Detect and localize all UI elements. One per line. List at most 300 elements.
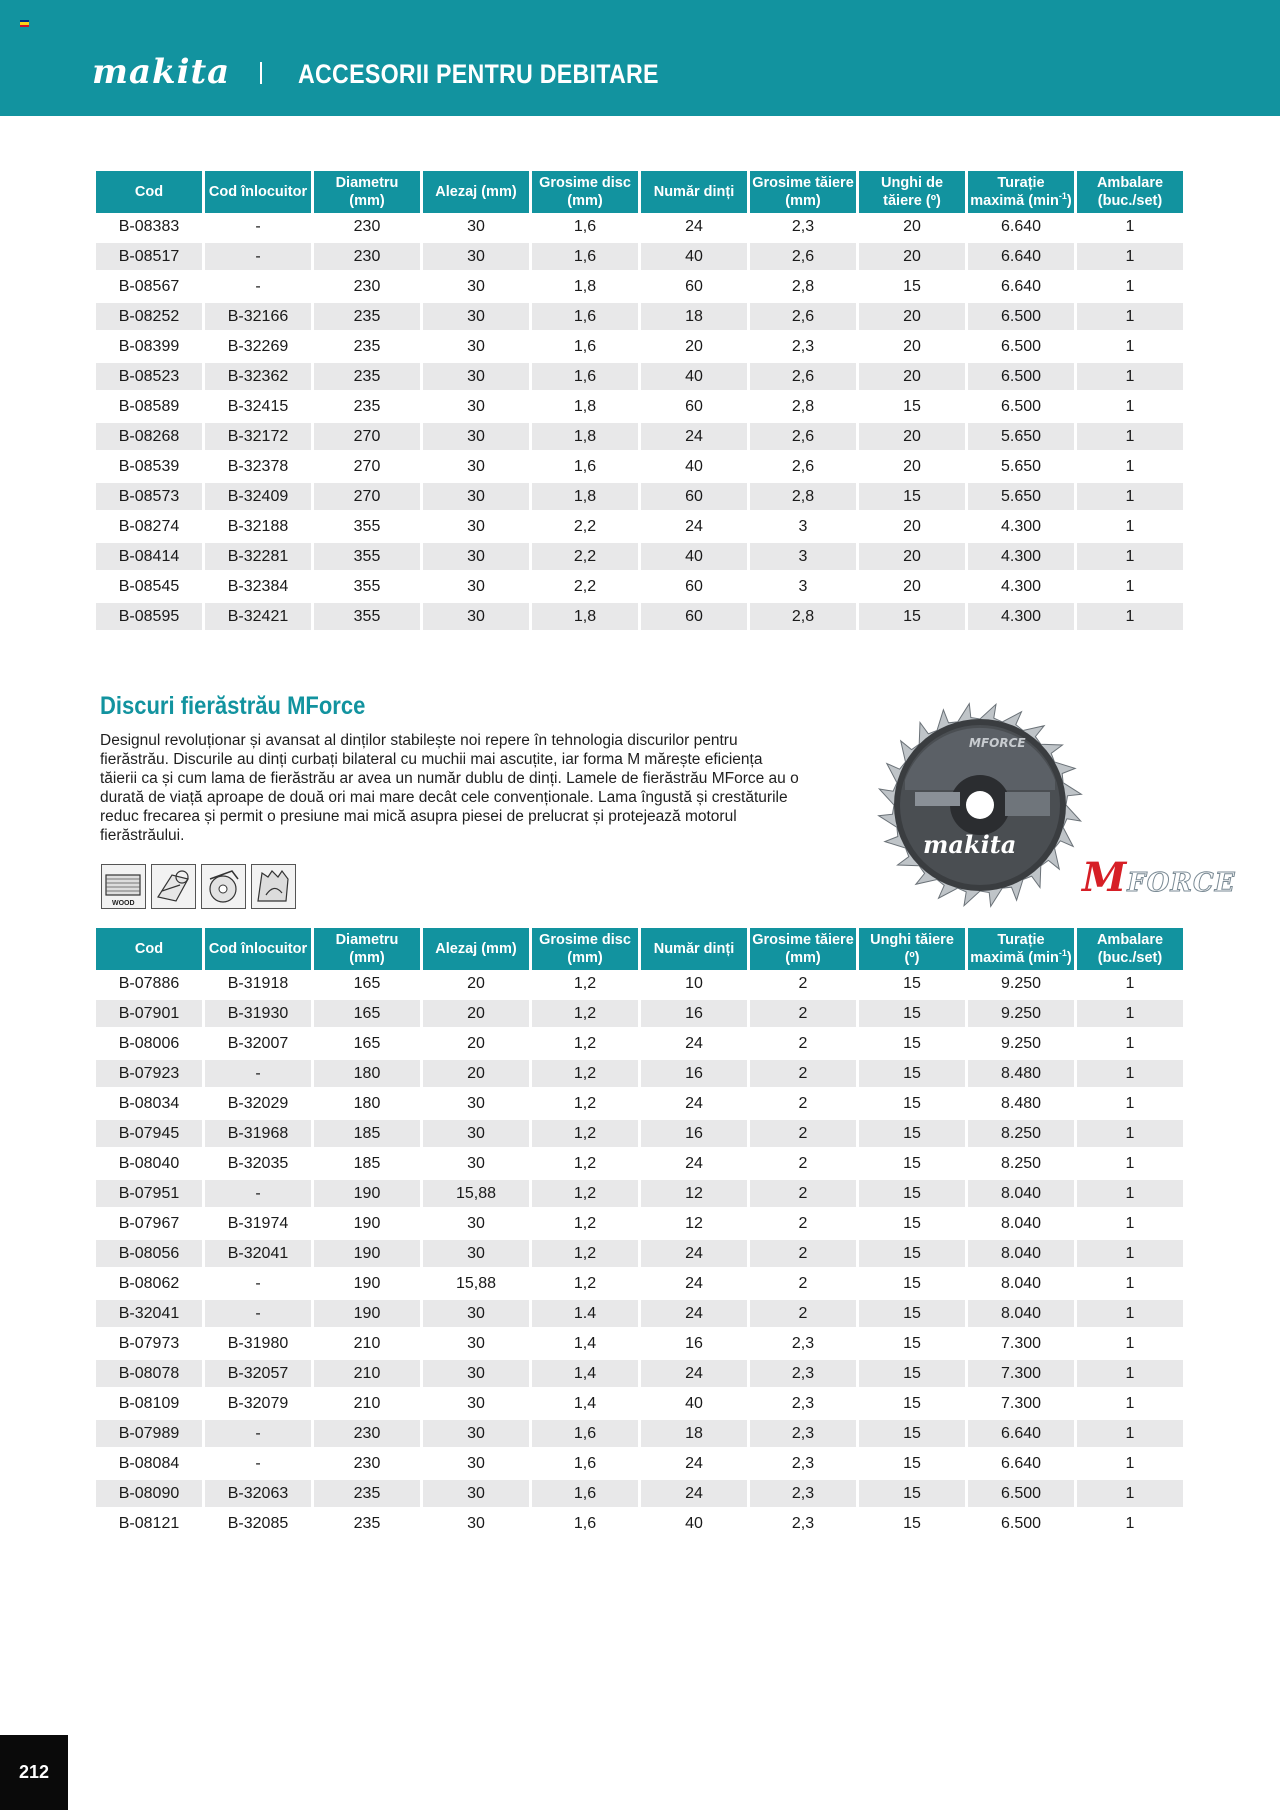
table-cell: 2,3 <box>750 213 856 243</box>
table-cell: 60 <box>641 273 747 303</box>
table-cell: 185 <box>314 1150 420 1180</box>
table-cell: 1,2 <box>532 1000 638 1030</box>
table-cell: 15 <box>859 1240 965 1270</box>
column-header: Cod înlocuitor <box>205 171 311 213</box>
table-cell: 15,88 <box>423 1180 529 1210</box>
table-cell: - <box>205 1270 311 1300</box>
table-cell: 1,2 <box>532 1270 638 1300</box>
table-cell: 1,8 <box>532 423 638 453</box>
table-cell: B-08517 <box>96 243 202 273</box>
spec-table-2 <box>93 928 1186 1540</box>
table-cell: - <box>205 1450 311 1480</box>
table-cell: 1 <box>1077 213 1183 243</box>
table-cell: 30 <box>423 393 529 423</box>
table-cell: 8.040 <box>968 1240 1074 1270</box>
table-row <box>96 543 1183 573</box>
table-cell: 16 <box>641 1120 747 1150</box>
table-cell: 2,3 <box>750 1450 856 1480</box>
table-cell: 235 <box>314 1480 420 1510</box>
table-cell: 1,6 <box>532 1480 638 1510</box>
table-cell: 2,3 <box>750 1360 856 1390</box>
table-cell: 180 <box>314 1090 420 1120</box>
table-cell: 1 <box>1077 1390 1183 1420</box>
table-cell: 270 <box>314 453 420 483</box>
table-cell: 15 <box>859 273 965 303</box>
table-cell: 1 <box>1077 363 1183 393</box>
blade-teeth-icon <box>251 864 296 909</box>
section-title: Discuri fierăstrău MForce <box>100 692 366 720</box>
table-cell: 1,2 <box>532 1240 638 1270</box>
table-cell: 1.4 <box>532 1300 638 1330</box>
table-row <box>96 1210 1183 1240</box>
column-header: Ambalare (buc./set) <box>1077 171 1183 213</box>
table-cell: 2,3 <box>750 1510 856 1540</box>
table-cell: B-07901 <box>96 1000 202 1030</box>
table-cell: - <box>205 1420 311 1450</box>
table-cell: 7.300 <box>968 1360 1074 1390</box>
table-cell: 15 <box>859 1120 965 1150</box>
table-cell: 2 <box>750 1300 856 1330</box>
table-cell: B-32029 <box>205 1090 311 1120</box>
table-cell: 2,8 <box>750 483 856 513</box>
table-cell: 190 <box>314 1180 420 1210</box>
table-cell: B-08414 <box>96 543 202 573</box>
column-header: Unghi de tăiere (º) <box>859 171 965 213</box>
table-cell: 15 <box>859 1450 965 1480</box>
table-cell: B-31974 <box>205 1210 311 1240</box>
table-cell: 30 <box>423 1120 529 1150</box>
icon-caption: WOOD <box>112 900 135 907</box>
table-cell: 30 <box>423 1450 529 1480</box>
table-header-row <box>96 171 1183 213</box>
table-cell: 1,2 <box>532 1030 638 1060</box>
table-row <box>96 1510 1183 1540</box>
table-cell: 15 <box>859 1360 965 1390</box>
table-cell: 2 <box>750 1000 856 1030</box>
table-cell: 30 <box>423 453 529 483</box>
table-cell: 15 <box>859 1030 965 1060</box>
table-cell: 235 <box>314 333 420 363</box>
table-cell: 1,8 <box>532 393 638 423</box>
table-cell: B-08523 <box>96 363 202 393</box>
table-cell: 6.500 <box>968 393 1074 423</box>
table-cell: 24 <box>641 1030 747 1060</box>
table-cell: B-31918 <box>205 970 311 1000</box>
table-cell: 6.640 <box>968 1450 1074 1480</box>
table-cell: 230 <box>314 1420 420 1450</box>
table-row <box>96 970 1183 1000</box>
table-cell: B-08084 <box>96 1450 202 1480</box>
table-cell: 2,8 <box>750 273 856 303</box>
table-cell: 9.250 <box>968 1030 1074 1060</box>
table-cell: 18 <box>641 303 747 333</box>
table-cell: 2,8 <box>750 603 856 633</box>
table-cell: 15 <box>859 970 965 1000</box>
table-cell: 190 <box>314 1270 420 1300</box>
table-cell: 230 <box>314 243 420 273</box>
table-cell: 20 <box>641 333 747 363</box>
table-cell: 40 <box>641 543 747 573</box>
table-cell: B-08539 <box>96 453 202 483</box>
table-cell: 2,6 <box>750 243 856 273</box>
table-cell: B-08062 <box>96 1270 202 1300</box>
table-cell: 1 <box>1077 1180 1183 1210</box>
column-header: Diametru (mm) <box>314 928 420 970</box>
table-cell: 15 <box>859 483 965 513</box>
table-cell: 30 <box>423 333 529 363</box>
table-row <box>96 1330 1183 1360</box>
table-cell: 2,3 <box>750 1480 856 1510</box>
table-cell: B-32041 <box>205 1240 311 1270</box>
table-row <box>96 243 1183 273</box>
table-cell: 1 <box>1077 573 1183 603</box>
table-cell: B-32281 <box>205 543 311 573</box>
table-cell: 210 <box>314 1390 420 1420</box>
table-cell: 20 <box>423 1000 529 1030</box>
table-row <box>96 1300 1183 1330</box>
table-cell: 15 <box>859 1180 965 1210</box>
table-row <box>96 483 1183 513</box>
table-cell: 1,6 <box>532 1420 638 1450</box>
table-cell: 20 <box>859 363 965 393</box>
table-cell: 2,3 <box>750 1390 856 1420</box>
table-cell: 18 <box>641 1420 747 1450</box>
table-cell: 2 <box>750 1030 856 1060</box>
table-cell: 6.640 <box>968 1420 1074 1450</box>
table-cell: 2,6 <box>750 453 856 483</box>
table-cell: B-08589 <box>96 393 202 423</box>
table-cell: 210 <box>314 1360 420 1390</box>
table-row <box>96 1390 1183 1420</box>
table-cell: - <box>205 1060 311 1090</box>
table-cell: 2,6 <box>750 303 856 333</box>
table-cell: 1 <box>1077 1150 1183 1180</box>
table-cell: 1 <box>1077 1300 1183 1330</box>
table-cell: 2,3 <box>750 333 856 363</box>
table-cell: 60 <box>641 483 747 513</box>
table-cell: - <box>205 243 311 273</box>
table-cell: B-07989 <box>96 1420 202 1450</box>
table-cell: 4.300 <box>968 573 1074 603</box>
table-row <box>96 1180 1183 1210</box>
table-cell: 15 <box>859 1510 965 1540</box>
table-cell: 1 <box>1077 273 1183 303</box>
table-cell: 30 <box>423 1240 529 1270</box>
table-cell: 4.300 <box>968 543 1074 573</box>
table-cell: 20 <box>859 243 965 273</box>
header-separator <box>260 62 262 84</box>
table-cell: 30 <box>423 1510 529 1540</box>
romania-flag-icon <box>20 20 29 27</box>
table-cell: B-08056 <box>96 1240 202 1270</box>
table-row <box>96 333 1183 363</box>
table-cell: 355 <box>314 513 420 543</box>
table-row <box>96 1030 1183 1060</box>
table-cell: 30 <box>423 1300 529 1330</box>
table-row <box>96 213 1183 243</box>
table-cell: 5.650 <box>968 483 1074 513</box>
table-cell: 30 <box>423 1480 529 1510</box>
table-cell: 180 <box>314 1060 420 1090</box>
table-cell: 8.040 <box>968 1270 1074 1300</box>
table-cell: 30 <box>423 213 529 243</box>
column-header: Număr dinți <box>641 171 747 213</box>
table-cell: 1,6 <box>532 333 638 363</box>
table-cell: B-32269 <box>205 333 311 363</box>
table-cell: - <box>205 1180 311 1210</box>
table-cell: 3 <box>750 513 856 543</box>
table-cell: B-32035 <box>205 1150 311 1180</box>
table-cell: B-32057 <box>205 1360 311 1390</box>
column-header: Alezaj (mm) <box>423 171 529 213</box>
table-cell: B-08573 <box>96 483 202 513</box>
table-cell: 1,2 <box>532 1180 638 1210</box>
table-cell: 15 <box>859 1090 965 1120</box>
table-cell: 30 <box>423 1420 529 1450</box>
table-cell: 15 <box>859 1000 965 1030</box>
table-cell: 1 <box>1077 303 1183 333</box>
table-cell: B-32063 <box>205 1480 311 1510</box>
table-cell: 6.500 <box>968 333 1074 363</box>
table-header-row <box>96 928 1183 970</box>
section-description: Designul revoluționar și avansat al dinților stabilește noi repere în tehnologia discurilor pentru fierăstrău. Discurile au dinți curbați bilateral cu muchii mai ascuțite, iar forma M mărește eficiența tăierii ca și cum lama de fierăstrău ar avea un număr dublu de dinți. Lamele de fierăstrău MForce au o durată de viață aproape de două ori mai mare decât cele convenționale. Lama îngustă și crestăturile reduc frecarea și permit o presiune mai mică asupra piesei de prelucrat și protejează motorul fierăstrăului. <box>100 732 799 844</box>
table-cell: 1 <box>1077 543 1183 573</box>
table-cell: B-32085 <box>205 1510 311 1540</box>
table-cell: 1 <box>1077 1270 1183 1300</box>
table-row <box>96 453 1183 483</box>
table-cell: 2 <box>750 1240 856 1270</box>
table-row <box>96 1150 1183 1180</box>
table-cell: 1,4 <box>532 1330 638 1360</box>
table-cell: 2,6 <box>750 363 856 393</box>
table-cell: 185 <box>314 1120 420 1150</box>
column-header: Cod <box>96 171 202 213</box>
table-cell: 3 <box>750 573 856 603</box>
table-cell: 3 <box>750 543 856 573</box>
table-cell: B-08383 <box>96 213 202 243</box>
table-cell: B-07973 <box>96 1330 202 1360</box>
table-cell: 1 <box>1077 1030 1183 1060</box>
table-cell: 15 <box>859 1330 965 1360</box>
table-row <box>96 603 1183 633</box>
column-header: Diametru (mm) <box>314 171 420 213</box>
table-cell: 1 <box>1077 453 1183 483</box>
table-cell: B-08090 <box>96 1480 202 1510</box>
table-cell: 235 <box>314 303 420 333</box>
table-cell: 1 <box>1077 603 1183 633</box>
table-cell: 235 <box>314 363 420 393</box>
table-cell: 1,2 <box>532 1120 638 1150</box>
table-cell: B-32384 <box>205 573 311 603</box>
table-row <box>96 1060 1183 1090</box>
table-cell: 30 <box>423 303 529 333</box>
table-cell: B-08078 <box>96 1360 202 1390</box>
table-cell: 6.640 <box>968 213 1074 243</box>
table-cell: 8.250 <box>968 1120 1074 1150</box>
table-cell: 20 <box>859 423 965 453</box>
table-cell: 1,8 <box>532 483 638 513</box>
table-row <box>96 1000 1183 1030</box>
table-cell: 270 <box>314 483 420 513</box>
mforce-logo <box>1082 854 1236 901</box>
column-header: Unghi tăiere (º) <box>859 928 965 970</box>
table-cell: 15 <box>859 1210 965 1240</box>
table-cell: 20 <box>423 1030 529 1060</box>
blade-series-label: MFORCE <box>969 736 1026 750</box>
table-cell: B-08121 <box>96 1510 202 1540</box>
table-row <box>96 1480 1183 1510</box>
table-cell: 8.040 <box>968 1210 1074 1240</box>
table-cell: 20 <box>859 333 965 363</box>
table-cell: 2 <box>750 1150 856 1180</box>
table-cell: 8.040 <box>968 1300 1074 1330</box>
page-number: 212 <box>0 1735 68 1810</box>
table-cell: 190 <box>314 1240 420 1270</box>
table-cell: 20 <box>423 970 529 1000</box>
table-cell: 30 <box>423 1330 529 1360</box>
table-cell: B-08034 <box>96 1090 202 1120</box>
table-cell: 1,4 <box>532 1390 638 1420</box>
column-header: Grosime tăiere (mm) <box>750 928 856 970</box>
table-cell: 24 <box>641 1480 747 1510</box>
table-cell: 15 <box>859 1300 965 1330</box>
table-cell: B-32172 <box>205 423 311 453</box>
table-row <box>96 393 1183 423</box>
table-cell: 20 <box>859 543 965 573</box>
table-cell: 16 <box>641 1330 747 1360</box>
table-cell: 12 <box>641 1210 747 1240</box>
table-cell: 40 <box>641 453 747 483</box>
table-cell: 1,2 <box>532 1060 638 1090</box>
table-cell: 165 <box>314 1030 420 1060</box>
table-row <box>96 363 1183 393</box>
table-cell: 2,2 <box>532 573 638 603</box>
table-cell: 1 <box>1077 1330 1183 1360</box>
table-cell: 30 <box>423 483 529 513</box>
table-cell: 1 <box>1077 1210 1183 1240</box>
cut-type-icon <box>151 864 196 909</box>
table-cell: 20 <box>423 1060 529 1090</box>
table-cell: 20 <box>859 213 965 243</box>
table-cell: 60 <box>641 393 747 423</box>
table-cell: - <box>205 213 311 243</box>
table-cell: B-08595 <box>96 603 202 633</box>
table-cell: 24 <box>641 213 747 243</box>
table-cell: 16 <box>641 1060 747 1090</box>
table-cell: 40 <box>641 243 747 273</box>
table-cell: 8.250 <box>968 1150 1074 1180</box>
table-cell: 1 <box>1077 1480 1183 1510</box>
table-cell: 30 <box>423 363 529 393</box>
table-cell: B-08040 <box>96 1150 202 1180</box>
table-cell: 6.640 <box>968 243 1074 273</box>
table-cell: 24 <box>641 1150 747 1180</box>
table-cell: 5.650 <box>968 423 1074 453</box>
table-cell: B-32362 <box>205 363 311 393</box>
table-cell: B-08268 <box>96 423 202 453</box>
table-cell: 30 <box>423 513 529 543</box>
table-row <box>96 1090 1183 1120</box>
table-cell: B-32188 <box>205 513 311 543</box>
table-cell: 40 <box>641 363 747 393</box>
table-row <box>96 1240 1183 1270</box>
table-cell: 8.040 <box>968 1180 1074 1210</box>
table-cell: 1 <box>1077 423 1183 453</box>
table-cell: 270 <box>314 423 420 453</box>
makita-logo: makita <box>92 52 231 92</box>
table-cell: 6.500 <box>968 1480 1074 1510</box>
table-cell: 235 <box>314 393 420 423</box>
table-cell: 16 <box>641 1000 747 1030</box>
table-cell: 7.300 <box>968 1330 1074 1360</box>
table-cell: B-07923 <box>96 1060 202 1090</box>
table-cell: B-32007 <box>205 1030 311 1060</box>
table-cell: 355 <box>314 543 420 573</box>
table-cell: B-08399 <box>96 333 202 363</box>
table-cell: B-08274 <box>96 513 202 543</box>
table-cell: B-32415 <box>205 393 311 423</box>
table-cell: 24 <box>641 1270 747 1300</box>
column-header: Cod <box>96 928 202 970</box>
table-cell: B-32409 <box>205 483 311 513</box>
wood-material-icon <box>101 864 146 909</box>
table-cell: 1 <box>1077 1450 1183 1480</box>
table-cell: 1 <box>1077 1060 1183 1090</box>
table-cell: 15 <box>859 1270 965 1300</box>
spec-table-1 <box>93 171 1186 633</box>
table-row <box>96 513 1183 543</box>
table-cell: 8.480 <box>968 1090 1074 1120</box>
table-cell: B-08567 <box>96 273 202 303</box>
table-cell: 1 <box>1077 1360 1183 1390</box>
table-cell: 1 <box>1077 333 1183 363</box>
column-header: Cod înlocuitor <box>205 928 311 970</box>
table-cell: 15 <box>859 603 965 633</box>
table-cell: 190 <box>314 1210 420 1240</box>
table-cell: 1,6 <box>532 1450 638 1480</box>
blade-brand-label: makita <box>923 830 1017 859</box>
table-cell: 30 <box>423 1390 529 1420</box>
table-cell: 24 <box>641 513 747 543</box>
table-cell: B-31968 <box>205 1120 311 1150</box>
table-cell: 2 <box>750 1060 856 1090</box>
table-cell: 235 <box>314 1510 420 1540</box>
table-row <box>96 1420 1183 1450</box>
table-cell: 2 <box>750 1210 856 1240</box>
table-cell: 2,2 <box>532 543 638 573</box>
table-cell: 1,6 <box>532 213 638 243</box>
table-cell: 2 <box>750 970 856 1000</box>
table-cell: 4.300 <box>968 603 1074 633</box>
column-header: Turație maximă $(\min^{-1})$ <box>968 928 1074 970</box>
table-cell: 7.300 <box>968 1390 1074 1420</box>
table-cell: 230 <box>314 1450 420 1480</box>
application-icons <box>101 864 296 909</box>
table-cell: B-07886 <box>96 970 202 1000</box>
table-cell: B-08006 <box>96 1030 202 1060</box>
table-cell: 24 <box>641 1300 747 1330</box>
table-cell: 30 <box>423 1090 529 1120</box>
table-cell: 1,2 <box>532 1150 638 1180</box>
mforce-logo-force: FORCE <box>1127 868 1236 898</box>
table-cell: 6.500 <box>968 363 1074 393</box>
table-cell: 1 <box>1077 1420 1183 1450</box>
table-cell: 4.300 <box>968 513 1074 543</box>
table-cell: 24 <box>641 1360 747 1390</box>
table-cell: - <box>205 273 311 303</box>
table-cell: 24 <box>641 1090 747 1120</box>
table-cell: 190 <box>314 1300 420 1330</box>
